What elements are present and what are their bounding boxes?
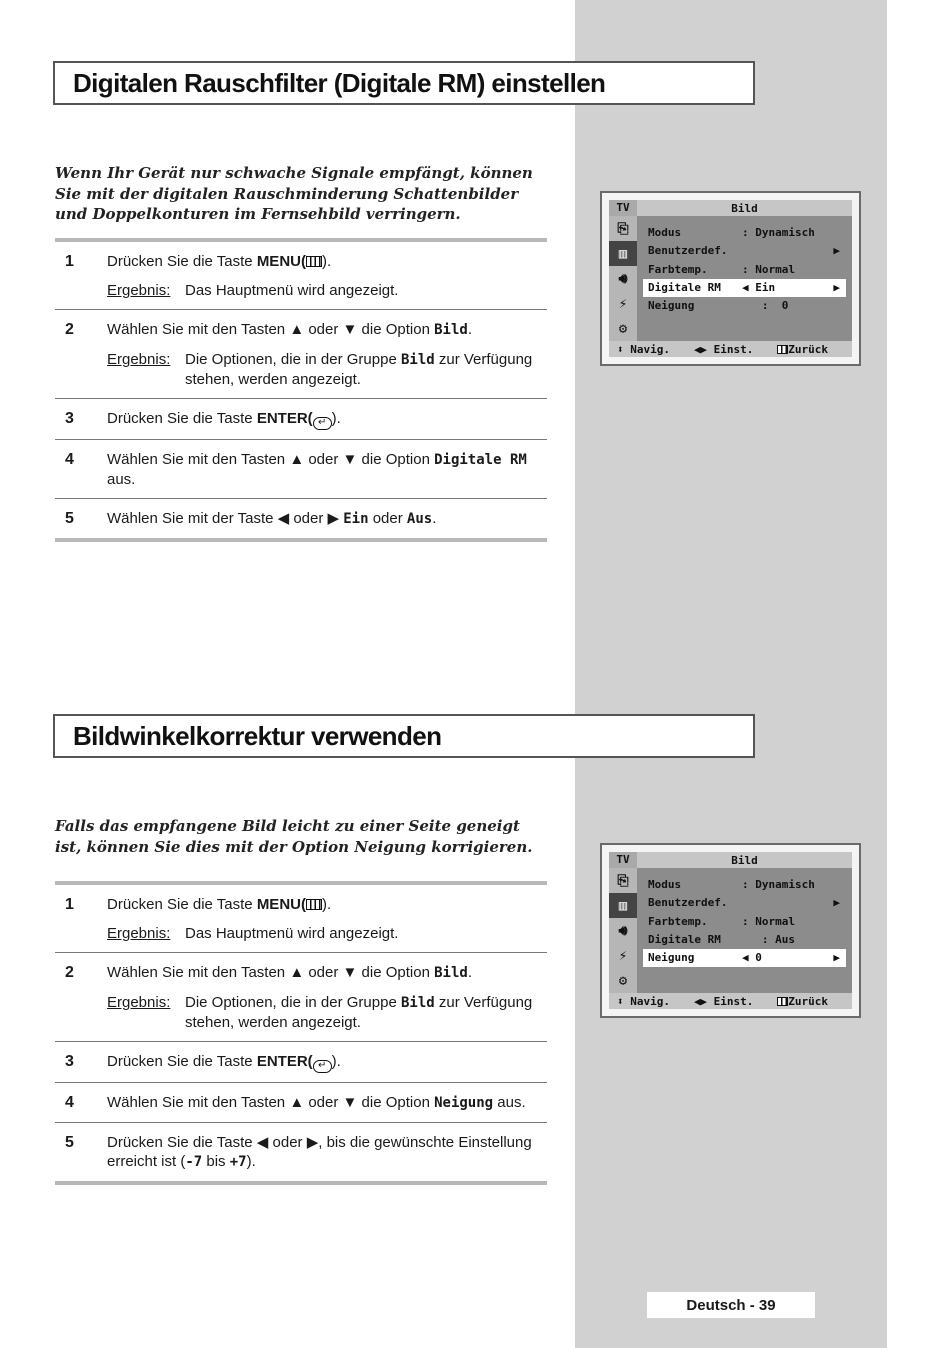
step-text: Drücken Sie die Taste — [107, 253, 257, 270]
step-text: Drücken Sie die Taste ◀ oder ▶, bis die gewünschte Einstellung erreicht ist ( — [107, 1134, 532, 1170]
step-text: Drücken Sie die Taste — [107, 896, 257, 913]
step-text-end: ). — [331, 410, 341, 427]
step-text: Wählen Sie mit den Tasten ▲ oder ▼ die Option — [107, 451, 435, 468]
osd-back-hint: Zurück — [788, 994, 828, 1008]
osd-title: Bild — [731, 853, 758, 867]
osd-row-label: Benutzerdef. — [648, 244, 728, 258]
page-number: Deutsch - 39 — [647, 1292, 815, 1318]
step-text-end: ). — [331, 1053, 341, 1070]
osd-menu-1 — [600, 191, 861, 366]
osd-row-label: Digitale RM — [648, 932, 721, 946]
option-name: Digitale RM — [434, 452, 527, 468]
step-text: Drücken Sie die Taste — [107, 410, 257, 427]
arrow-right-icon: ▶ — [833, 896, 840, 910]
enter-key: ENTER( — [256, 1053, 313, 1070]
osd-row — [643, 931, 846, 949]
result-text-end: zur Verfügung stehen, werden angezeigt. — [185, 994, 533, 1031]
osd-set-hint: ◀▶ Einst. — [693, 342, 754, 356]
menu-key: MENU( — [256, 896, 306, 913]
option-value: -7 — [185, 1154, 203, 1170]
step-number: 1 — [65, 896, 74, 913]
osd-row — [643, 894, 846, 912]
result-label: Ergebnis: — [107, 925, 171, 942]
result-label: Ergebnis: — [107, 994, 171, 1011]
sound-icon: 🔊︎ — [618, 270, 628, 287]
menu-key: MENU( — [256, 253, 306, 270]
step-number: 3 — [65, 1053, 74, 1070]
osd-row-selected — [643, 949, 846, 967]
menu-key-icon — [777, 345, 788, 354]
osd-row-value: ◀ Ein — [742, 280, 776, 294]
step-text-end: . — [467, 964, 472, 981]
result-text-end: zur Verfügung stehen, werden angezeigt. — [185, 351, 533, 388]
osd-row-label: Neigung — [648, 299, 695, 313]
osd-row-value: : 0 — [742, 299, 789, 313]
setup-icon: ⚙︎ — [618, 972, 628, 989]
arrow-right-icon: ▶ — [833, 280, 840, 294]
step-text-end: ). — [321, 253, 332, 270]
option-name: Bild — [400, 352, 435, 368]
channel-icon: ⚡︎ — [618, 947, 628, 964]
result-text: Die Optionen, die in der Gruppe — [185, 994, 401, 1011]
option-value: Ein — [343, 511, 369, 527]
step-text: Wählen Sie mit den Tasten ▲ oder ▼ die Option — [107, 964, 435, 981]
osd-row-value: : Dynamisch — [742, 878, 815, 891]
step-number: 3 — [65, 410, 74, 427]
step — [55, 439, 547, 498]
osd-row-value: : Dynamisch — [742, 226, 815, 239]
step-text-end: . — [432, 510, 437, 527]
step-number: 4 — [65, 1094, 74, 1111]
step-number: 5 — [65, 510, 74, 527]
osd-row-value: : Aus — [742, 932, 795, 946]
step-text-end: ). — [246, 1153, 256, 1170]
osd-row — [643, 261, 846, 279]
option-name: Bild — [434, 965, 468, 981]
osd-row-label: Neigung — [648, 951, 695, 965]
osd-row — [643, 297, 846, 315]
channel-icon: ⚡︎ — [618, 295, 628, 312]
osd-row-label: Farbtemp. — [648, 262, 708, 276]
arrow-right-icon: ▶ — [833, 244, 840, 258]
osd-title: Bild — [731, 201, 758, 215]
sound-icon: 🔊︎ — [618, 922, 628, 939]
enter-key: ENTER( — [256, 410, 313, 427]
step-text-end: aus. — [493, 1094, 526, 1111]
osd-nav-hint: ⬍ Navig. — [617, 994, 670, 1008]
section2-intro: Falls das empfangene Bild leicht zu einer Seite geneigt ist, können Sie dies mit der Option Neigung korrigieren. — [55, 817, 533, 856]
osd-row-label: Digitale RM — [648, 280, 721, 294]
osd-menu-2 — [600, 843, 861, 1018]
osd-row-value: ◀ 0 — [742, 951, 762, 965]
step — [55, 952, 547, 1041]
section1-steps — [55, 238, 547, 542]
step-text: Drücken Sie die Taste — [107, 1053, 257, 1070]
section1-intro: Wenn Ihr Gerät nur schwache Signale empfängt, können Sie mit der digitalen Rauschminderung Schattenbilder und Doppelkonturen im Fernsehbild verringern. — [55, 164, 533, 223]
step — [55, 1122, 547, 1181]
step — [55, 885, 547, 952]
enter-key-icon: ↵ — [313, 417, 332, 430]
step-text: Wählen Sie mit der Taste ◀ oder ▶ — [107, 510, 344, 527]
option-name: Bild — [434, 322, 468, 338]
arrow-right-icon: ▶ — [833, 951, 840, 965]
picture-icon: ▥ — [609, 893, 637, 918]
option-value: +7 — [229, 1154, 247, 1170]
osd-row-selected — [643, 279, 846, 297]
osd-nav-hint: ⬍ Navig. — [617, 342, 670, 356]
section2-title: Bildwinkelkorrektur verwenden — [53, 714, 755, 758]
osd-row-label: Modus — [648, 226, 682, 239]
step-text-mid: bis — [202, 1153, 230, 1170]
step-number: 5 — [65, 1134, 74, 1151]
step — [55, 242, 547, 309]
osd-row — [643, 224, 846, 242]
osd-row — [643, 913, 846, 931]
osd-row-label: Modus — [648, 878, 682, 891]
osd-tv-label: TV — [609, 852, 637, 868]
result-label: Ergebnis: — [107, 282, 171, 299]
enter-key-icon: ↵ — [313, 1060, 332, 1073]
osd-row-value: : Normal — [742, 262, 795, 276]
osd-back-hint: Zurück — [788, 342, 828, 356]
step-text-end: ). — [321, 896, 332, 913]
result-text: Das Hauptmenü wird angezeigt. — [185, 282, 399, 299]
result-text: Die Optionen, die in der Gruppe — [185, 351, 401, 368]
step-text: Wählen Sie mit den Tasten ▲ oder ▼ die Option — [107, 321, 435, 338]
menu-key-icon — [777, 997, 788, 1006]
step-number: 1 — [65, 253, 74, 270]
step-text-end: aus. — [107, 471, 136, 488]
setup-icon: ⚙︎ — [618, 320, 628, 337]
step-number: 2 — [65, 964, 74, 981]
step — [55, 1082, 547, 1122]
input-icon: ⎘ — [617, 220, 629, 237]
step — [55, 309, 547, 398]
option-name: Bild — [400, 995, 435, 1011]
osd-row — [643, 876, 846, 894]
step-number: 4 — [65, 451, 74, 468]
step-text-end: . — [467, 321, 472, 338]
osd-row — [643, 242, 846, 260]
osd-row-value: : Normal — [742, 914, 795, 928]
result-label: Ergebnis: — [107, 351, 171, 368]
result-text: Das Hauptmenü wird angezeigt. — [185, 925, 399, 942]
menu-key-icon — [306, 899, 322, 910]
step-text-mid: oder — [368, 510, 407, 527]
menu-key-icon — [306, 256, 322, 267]
step — [55, 498, 547, 538]
option-name: Neigung — [434, 1095, 494, 1111]
step — [55, 398, 547, 439]
osd-tv-label: TV — [609, 200, 637, 216]
section2-steps — [55, 881, 547, 1185]
option-value: Aus — [406, 511, 433, 527]
osd-row-label: Benutzerdef. — [648, 896, 728, 910]
step-text: Wählen Sie mit den Tasten ▲ oder ▼ die Option — [107, 1094, 435, 1111]
step-number: 2 — [65, 321, 74, 338]
osd-row-label: Farbtemp. — [648, 914, 708, 928]
osd-set-hint: ◀▶ Einst. — [693, 994, 754, 1008]
step — [55, 1041, 547, 1082]
section1-title: Digitalen Rauschfilter (Digitale RM) einstellen — [53, 61, 755, 105]
input-icon: ⎘ — [617, 872, 629, 889]
picture-icon: ▥ — [609, 241, 637, 266]
